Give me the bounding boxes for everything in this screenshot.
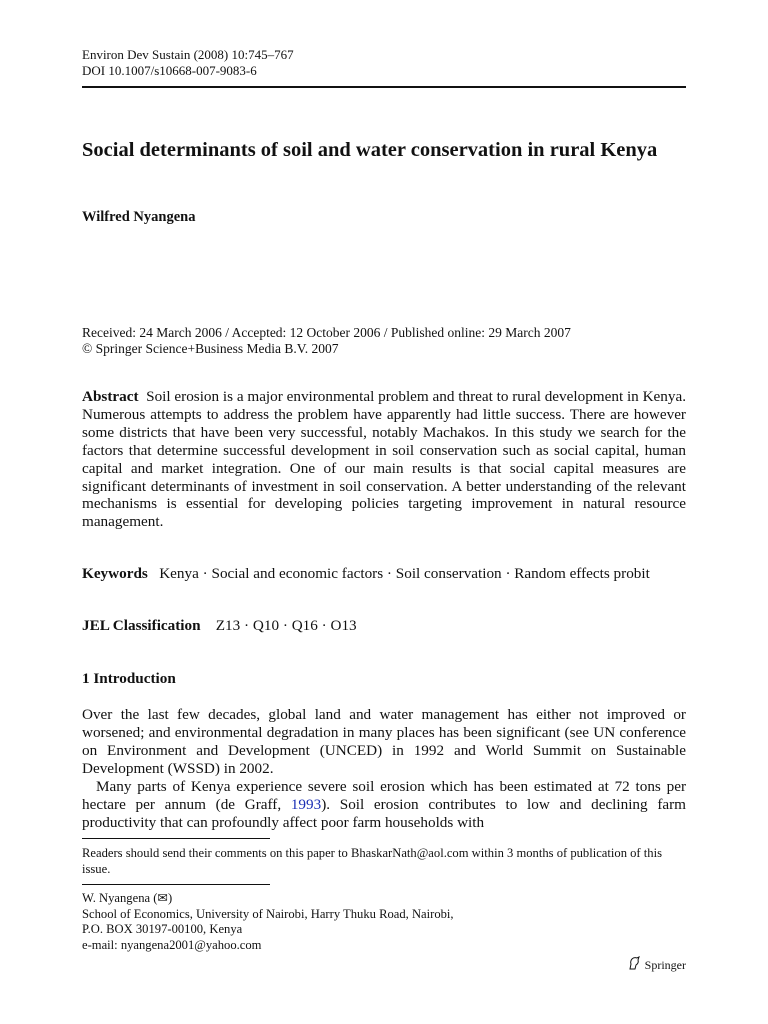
article-title: Social determinants of soil and water conservation in rural Kenya xyxy=(82,139,658,161)
section-heading-introduction: 1 Introduction xyxy=(82,670,176,687)
abstract-label: Abstract xyxy=(82,388,139,405)
header-rule xyxy=(82,86,686,88)
abstract-text: Soil erosion is a major environmental problem and threat to rural development in Kenya. Numerous attempts to address the problem have apparently had little success. There are however some districts that have been very successful, notably Machakos. In this study we search for the factors that determine successful development in soil conservation such as social capital, human capital and market integration. One of our main results is that social capital measures are significant determinants of investment in soil conservation. A better understanding of the relevant mechanisms is essential for developing policies targeting improvement in natural resource management. xyxy=(82,388,687,531)
affiliation-line: School of Economics, University of Nairobi, Harry Thuku Road, Nairobi, xyxy=(82,906,454,921)
keywords xyxy=(82,565,686,583)
corresponding-author: W. Nyangena (✉) xyxy=(82,891,173,905)
citation-link-1993[interactable]: 1993 xyxy=(290,796,322,813)
publisher-logo xyxy=(627,955,686,975)
publication-dates xyxy=(82,325,571,357)
author-affiliation xyxy=(82,891,686,953)
jel-label: JEL Classification xyxy=(82,617,201,634)
journal-header xyxy=(82,47,294,79)
introduction-body xyxy=(82,706,686,832)
readers-note: Readers should send their comments on this paper to BhaskarNath@aol.com within 3 months of publication of this issue. xyxy=(82,846,662,876)
address-line: P.O. BOX 30197-00100, Kenya xyxy=(82,922,243,936)
intro-paragraph-1: Over the last few decades, global land and water management has either not improved or worsened; and environmental degradation in many places has been significant (see UN conference on Environment and Development (UNCED) in 1992 and World Summit on Sustainable Development (WSSD) in 2002. xyxy=(82,706,686,777)
jel-codes: Z13 · Q10 · Q16 · O13 xyxy=(215,617,357,634)
para2-text-a: Many parts of Kenya experience severe soil erosion which has been estimated at 72 tons per hectare per annum (de Graff, xyxy=(82,778,686,813)
journal-citation: Environ Dev Sustain (2008) 10:745–767 xyxy=(82,47,294,62)
intro-paragraph-2 xyxy=(82,778,686,832)
jel-classification xyxy=(82,617,357,635)
email-line[interactable]: e-mail: nyangena2001@yahoo.com xyxy=(82,937,262,952)
publisher-name: Springer xyxy=(644,957,686,972)
para2-text-b: ). Soil erosion contributes to low and declining farm productivity that can profoundly affect poor farm households with xyxy=(82,796,686,831)
copyright-line: © Springer Science+Business Media B.V. 2007 xyxy=(82,341,339,356)
doi[interactable]: DOI 10.1007/s10668-007-9083-6 xyxy=(82,63,257,78)
keywords-label: Keywords xyxy=(82,565,148,582)
affiliation-rule xyxy=(82,884,270,885)
springer-horse-icon xyxy=(627,955,641,975)
keywords-text: Kenya · Social and economic factors · Soil conservation · Random effects probit xyxy=(159,565,650,582)
abstract xyxy=(82,388,686,531)
dates-line: Received: 24 March 2006 / Accepted: 12 October 2006 / Published online: 29 March 2007 xyxy=(82,325,571,340)
paper-page xyxy=(82,0,686,1024)
article-author: Wilfred Nyangena xyxy=(82,209,196,225)
footnote-rule xyxy=(82,838,270,839)
